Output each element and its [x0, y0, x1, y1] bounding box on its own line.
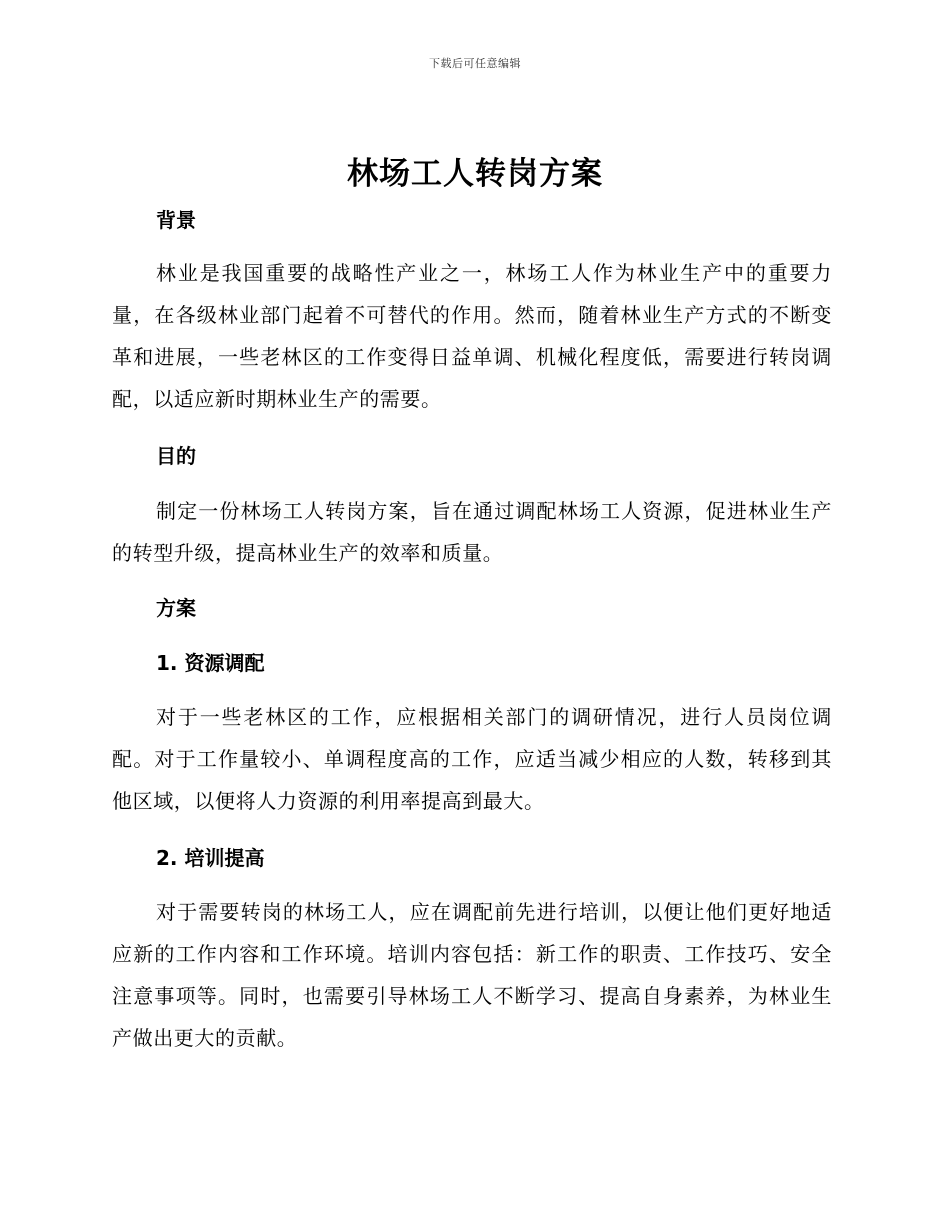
paragraph-training-text: 对于需要转岗的林场工人，应在调配前先进行培训，以便让他们更好地适应新的工作内容和工作环境。培训内容包括：新工作的职责、工作技巧、安全注意事项等。同时，也需要引导林场工人不断学习、提高自身素养，为林业生产做出更大的贡献。: [112, 900, 832, 1050]
section-training: [112, 844, 832, 872]
section-background: [112, 206, 832, 234]
section-plan: [112, 594, 832, 622]
paragraph-purpose-text: 制定一份林场工人转岗方案，旨在通过调配林场工人资源，促进林业生产的转型升级，提高林业生产的效率和质量。: [112, 499, 832, 565]
section-heading-resource: 1. 资源调配: [156, 651, 265, 675]
header-note: 下载后可任意编辑: [429, 57, 521, 70]
section-purpose: [112, 442, 832, 470]
paragraph-purpose: [112, 490, 832, 574]
section-heading-background: 背景: [156, 208, 196, 232]
paragraph-resource-text: 对于一些老林区的工作，应根据相关部门的调研情况，进行人员岗位调配。对于工作量较小、单调程度高的工作，应适当减少相应的人数，转移到其他区域，以便将人力资源的利用率提高到最大。: [112, 705, 832, 813]
document-title: 林场工人转岗方案: [347, 156, 603, 192]
paragraph-training: [112, 891, 832, 1059]
section-heading-plan: 方案: [156, 596, 196, 620]
section-heading-training: 2. 培训提高: [156, 846, 265, 870]
paragraph-background: [112, 252, 832, 420]
section-resource: [112, 649, 832, 677]
paragraph-resource: [112, 696, 832, 822]
paragraph-background-text: 林业是我国重要的战略性产业之一，林场工人作为林业生产中的重要力量，在各级林业部门起着不可替代的作用。然而，随着林业生产方式的不断变革和进展，一些老林区的工作变得日益单调、机械化程度低，需要进行转岗调配，以适应新时期林业生产的需要。: [112, 261, 832, 411]
section-heading-purpose: 目的: [156, 444, 196, 468]
